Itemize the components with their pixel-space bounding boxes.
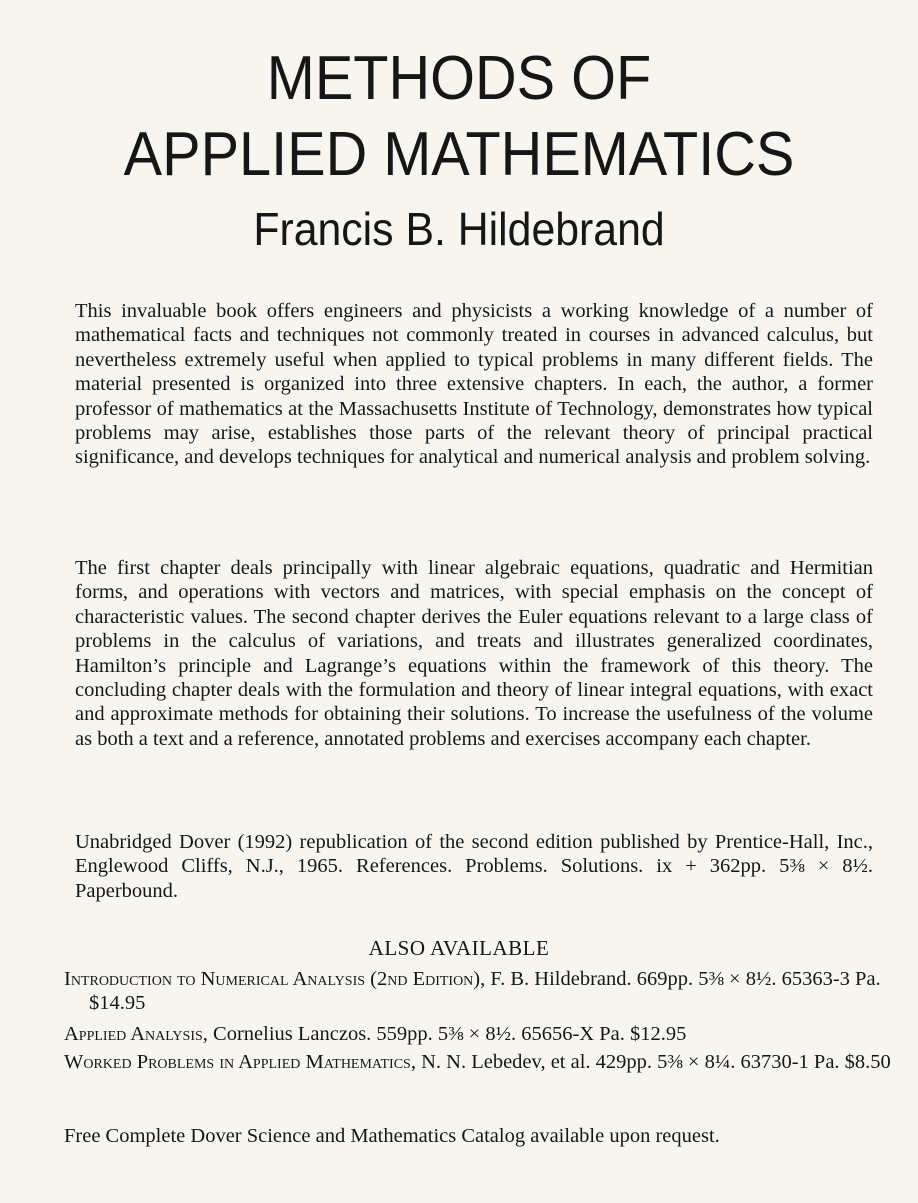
also-available-item-title: Applied Analysis <box>64 1023 203 1045</box>
book-title-line-1: METHODS OF <box>266 44 652 113</box>
catalog-note: Free Complete Dover Science and Mathematics Catalog available upon request. <box>64 1125 720 1147</box>
author-name: Francis B. Hildebrand <box>253 203 665 255</box>
also-available-item <box>64 967 899 1015</box>
description-paragraph-2: The first chapter deals principally with linear algebraic equations, quadratic and Hermitian forms, and operations with vectors and matrices, with special emphasis on the concept of characteristic values. The second chapter derives the Euler equations relevant to a large class of problems in the calculus of variations, and treats and illustrates generalized coordinates, Hamilton’s principle and Lagrange’s equations within the framework of this theory. The concluding chapter deals with the formulation and theory of linear integral equations, with exact and approximate methods for obtaining their solutions. To increase the usefulness of the volume as both a text and a reference, annotated problems and exercises accompany each chapter. <box>75 557 873 750</box>
publication-details: Unabridged Dover (1992) republication of the second edition published by Prentice-Hall, Inc., Englewood Cliffs, N.J., 1965. References. Problems. Solutions. ix + 362pp. 5⅜ × 8½. Paperbound. <box>75 831 873 902</box>
also-available-item <box>64 1022 899 1046</box>
also-available-item-details: , F. B. Hildebrand. 669pp. 5⅜ × 8½. 65363-3 Pa. $14.95 <box>89 968 881 1014</box>
also-available-item-title: Introduction to Numerical Analysis (2nd Edition) <box>64 968 481 990</box>
also-available-item-details: , N. N. Lebedev, et al. 429pp. 5⅜ × 8¼. 63730-1 Pa. $8.50 <box>410 1051 891 1073</box>
description-paragraph-1: This invaluable book offers engineers and physicists a working knowledge of a number of mathematical facts and techniques not commonly treated in courses in advanced calculus, but nevertheless extremely useful when applied to typical problems in many different fields. The material presented is organized into three extensive chapters. In each, the author, a former professor of mathematics at the Massachusetts Institute of Technology, demonstrates how typical problems may arise, establishes those parts of the relevant theory of principal practical significance, and develops techniques for analytical and numerical analysis and problem solving. <box>75 300 873 469</box>
also-available-item-title: Worked Problems in Applied Mathematics <box>64 1051 411 1073</box>
book-title-line-2: APPLIED MATHEMATICS <box>123 120 795 189</box>
also-available-item-details: , Cornelius Lanczos. 559pp. 5⅜ × 8½. 65656-X Pa. $12.95 <box>202 1023 687 1045</box>
also-available-heading: ALSO AVAILABLE <box>368 936 550 960</box>
also-available-item <box>64 1050 899 1074</box>
